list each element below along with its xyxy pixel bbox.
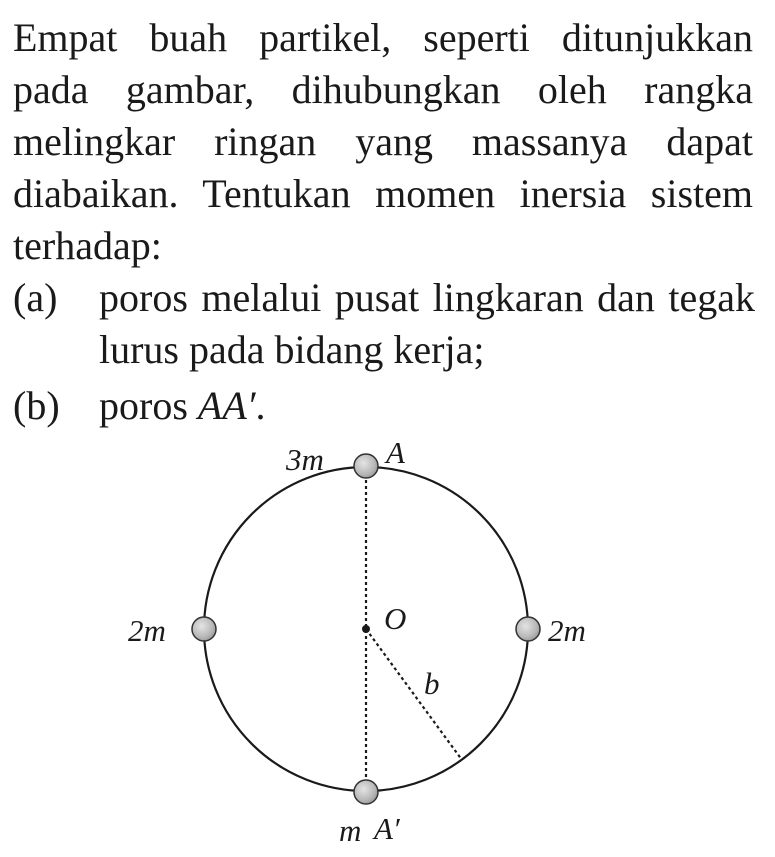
part-a-line-2: lurus pada bidang kerja; — [99, 327, 485, 372]
label-right-mass: 2m — [548, 613, 586, 648]
part-b-end: . — [255, 383, 266, 428]
label-point-a: A — [386, 435, 405, 470]
intro-line-5: terhadap: — [13, 223, 162, 268]
label-top-mass: 3m — [286, 442, 324, 477]
part-b-label: (b) — [13, 383, 60, 428]
radius-line — [366, 629, 462, 760]
particle-left — [192, 617, 216, 641]
intro-line-1: Empat buah partikel, seperti ditunjukkan — [13, 15, 753, 60]
part-b-plain: poros — [99, 383, 198, 428]
intro-line-3: melingkar ringan yang massanya dapat — [13, 119, 753, 164]
part-a-label: (a) — [13, 275, 58, 320]
label-bottom-mass: m — [339, 813, 362, 848]
center-point — [362, 625, 370, 633]
label-radius-b: b — [424, 666, 440, 701]
particle-top — [354, 454, 378, 478]
label-left-mass: 2m — [128, 613, 166, 648]
part-b-axis: AA′ — [197, 383, 256, 428]
intro-line-2: pada gambar, dihubungkan oleh rangka — [13, 67, 753, 112]
part-a-line-1: poros melalui pusat lingkaran dan tegak — [99, 275, 755, 320]
label-point-a-prime: A′ — [374, 811, 400, 846]
label-center-o: O — [384, 601, 407, 636]
particle-right — [516, 617, 540, 641]
intro-line-4: diabaikan. Tentukan momen inersia sistem — [13, 171, 753, 216]
particle-bottom — [354, 780, 378, 804]
